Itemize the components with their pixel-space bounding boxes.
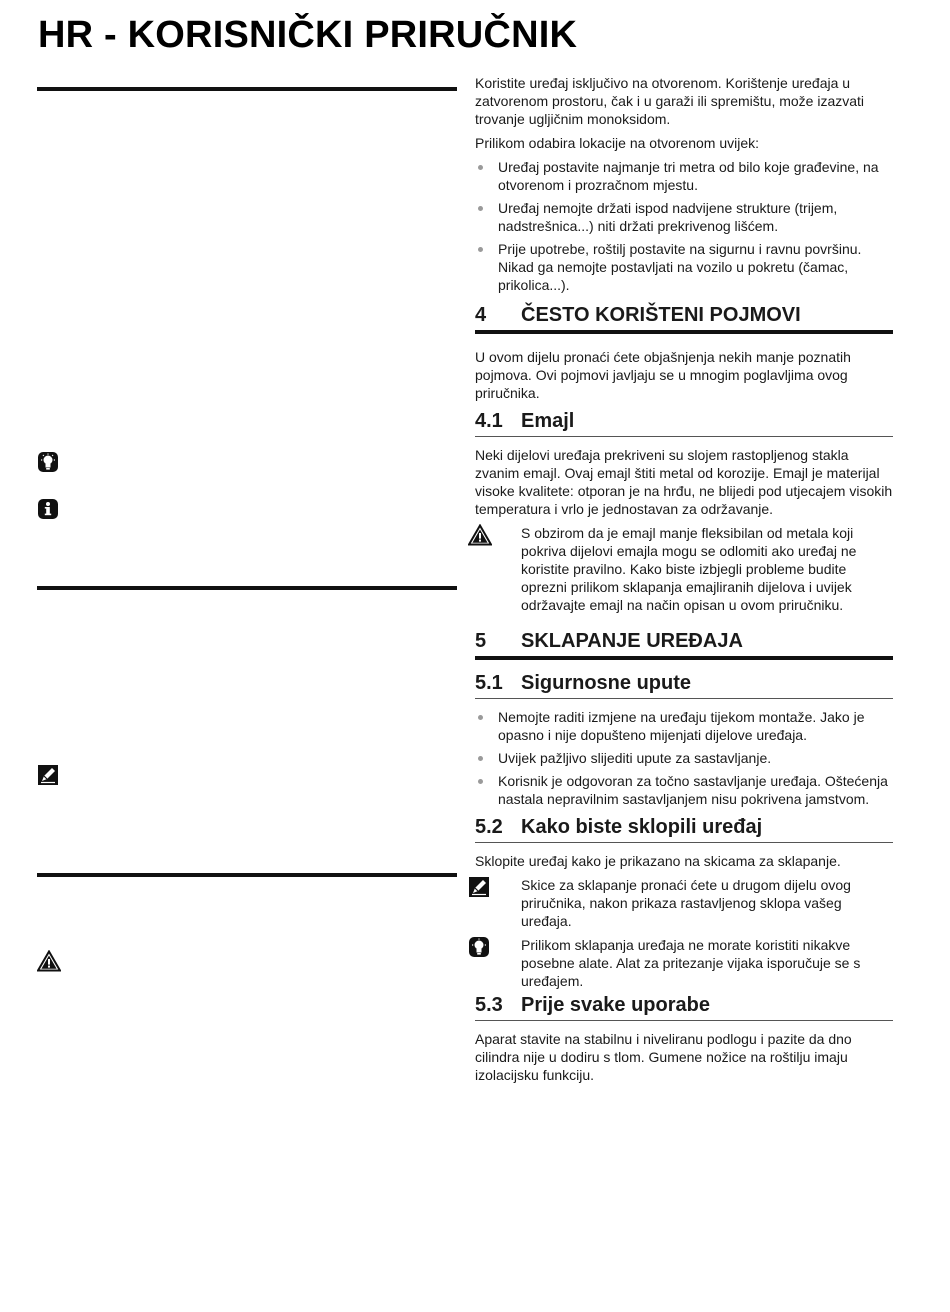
- note-text: Skice za sklapanje pronaći ćete u drugom dijelu ovog priručnika, nakon prikaza rastavljenog sklopa vašeg uređaja.: [521, 877, 851, 929]
- list-item: Korisnik je odgovoran za točno sastavljanje uređaja. Oštećenja nastala nepravilnim sastavljanjem nisu pokrivena jamstvom.: [475, 772, 893, 808]
- safety-list: [475, 708, 893, 808]
- section-title: Sigurnosne upute: [521, 672, 691, 694]
- section-number: 5.2: [475, 816, 503, 838]
- section-number: 5.1: [475, 672, 503, 694]
- tip-text: Prilikom sklapanja uređaja ne morate koristiti nikakve posebne alate. Alat za pritezanje vijaka isporučuje se s uređajem.: [521, 937, 861, 989]
- left-section-rule: [37, 586, 457, 590]
- pen-note: [475, 876, 893, 930]
- section-number: 5.3: [475, 994, 503, 1016]
- intro-paragraph: Prilikom odabira lokacije na otvorenom uvijek:: [475, 135, 760, 151]
- section-paragraph: Aparat stavite na stabilnu i niveliranu podlogu i pazite da dno cilindra nije u dodiru s tlom. Gumene nožice na roštilju imaju izolacijsku funkciju.: [475, 1031, 852, 1083]
- section-heading-5-2: [475, 818, 893, 843]
- lightbulb-icon: [37, 451, 59, 473]
- list-item: Uređaj nemojte držati ispod nadvijene strukture (trijem, nadstrešnica...) niti držati prekrivenog lišćem.: [475, 199, 893, 235]
- section-number: 4: [475, 304, 487, 326]
- section-heading-5: [475, 632, 893, 660]
- tip-note: [475, 936, 893, 990]
- section-paragraph: U ovom dijelu pronaći ćete objašnjenja nekih manje poznatih pojmova. Ovi pojmovi javljaju se u mnogim poglavljima ovog priručnika.: [475, 349, 851, 401]
- left-section-rule: [37, 873, 457, 877]
- list-item: Nemojte raditi izmjene na uređaju tijekom montaže. Jako je opasno i nije dopušteno mijenjati dijelove uređaja.: [475, 708, 893, 744]
- left-section-rule: [37, 87, 457, 91]
- section-paragraph: Neki dijelovi uređaja prekriveni su slojem rastopljenog stakla zvanim emajl. Ovaj emajl štiti metal od korozije. Emajl je materijal visoke kvalitete: otporan je na hrđu, ne blijedi pod utjecajem visokih temperatura i vrlo je jednostavan za održavanje.: [475, 447, 893, 517]
- warning-icon: [468, 524, 514, 546]
- warning-text: S obzirom da je emajl manje fleksibilan od metala koji pokriva dijelovi emajla mogu se odlomiti ako uređaj ne koristite pravilno. Kako biste izbjegli probleme budite oprezni prilikom sklapanja emajliranih dijelova i uvijek održavajte emajl na način opisan u ovom priručniku.: [521, 525, 857, 613]
- section-heading-4: [475, 306, 893, 334]
- section-heading-4-1: [475, 412, 893, 437]
- lightbulb-icon: [468, 936, 514, 958]
- section-title: Prije svake uporabe: [521, 994, 710, 1016]
- list-item: Uređaj postavite najmanje tri metra od bilo koje građevine, na otvorenom i prozračnom mjestu.: [475, 158, 893, 194]
- section-heading-5-3: [475, 996, 893, 1021]
- section-title: SKLAPANJE UREĐAJA: [521, 630, 743, 652]
- section-number: 5: [475, 630, 487, 652]
- intro-paragraph: Koristite uređaj isključivo na otvorenom. Korištenje uređaja u zatvorenom prostoru, čak i u garaži ili spremištu, može izazvati trovanje ugljičnim monoksidom.: [475, 75, 865, 127]
- section-paragraph: Sklopite uređaj kako je prikazano na skicama za sklapanje.: [475, 853, 841, 869]
- page-title: HR - KORISNIČKI PRIRUČNIK: [38, 14, 578, 56]
- section-number: 4.1: [475, 410, 503, 432]
- list-item: Uvijek pažljivo slijediti upute za sastavljanje.: [475, 749, 893, 767]
- warning-note: [475, 524, 893, 614]
- section-title: Emajl: [521, 410, 575, 432]
- pen-note-icon: [468, 876, 514, 898]
- pen-note-icon: [37, 764, 59, 786]
- info-icon: [37, 498, 59, 520]
- warning-icon: [37, 950, 61, 972]
- location-list: [475, 158, 893, 294]
- main-content: [475, 74, 893, 1090]
- list-item: Prije upotrebe, roštilj postavite na sigurnu i ravnu površinu. Nikad ga nemojte postavljati na vozilo u pokretu (čamac, prikolica...).: [475, 240, 893, 294]
- section-title: ČESTO KORIŠTENI POJMOVI: [521, 304, 801, 326]
- section-heading-5-1: [475, 674, 893, 699]
- section-title: Kako biste sklopili uređaj: [521, 816, 763, 838]
